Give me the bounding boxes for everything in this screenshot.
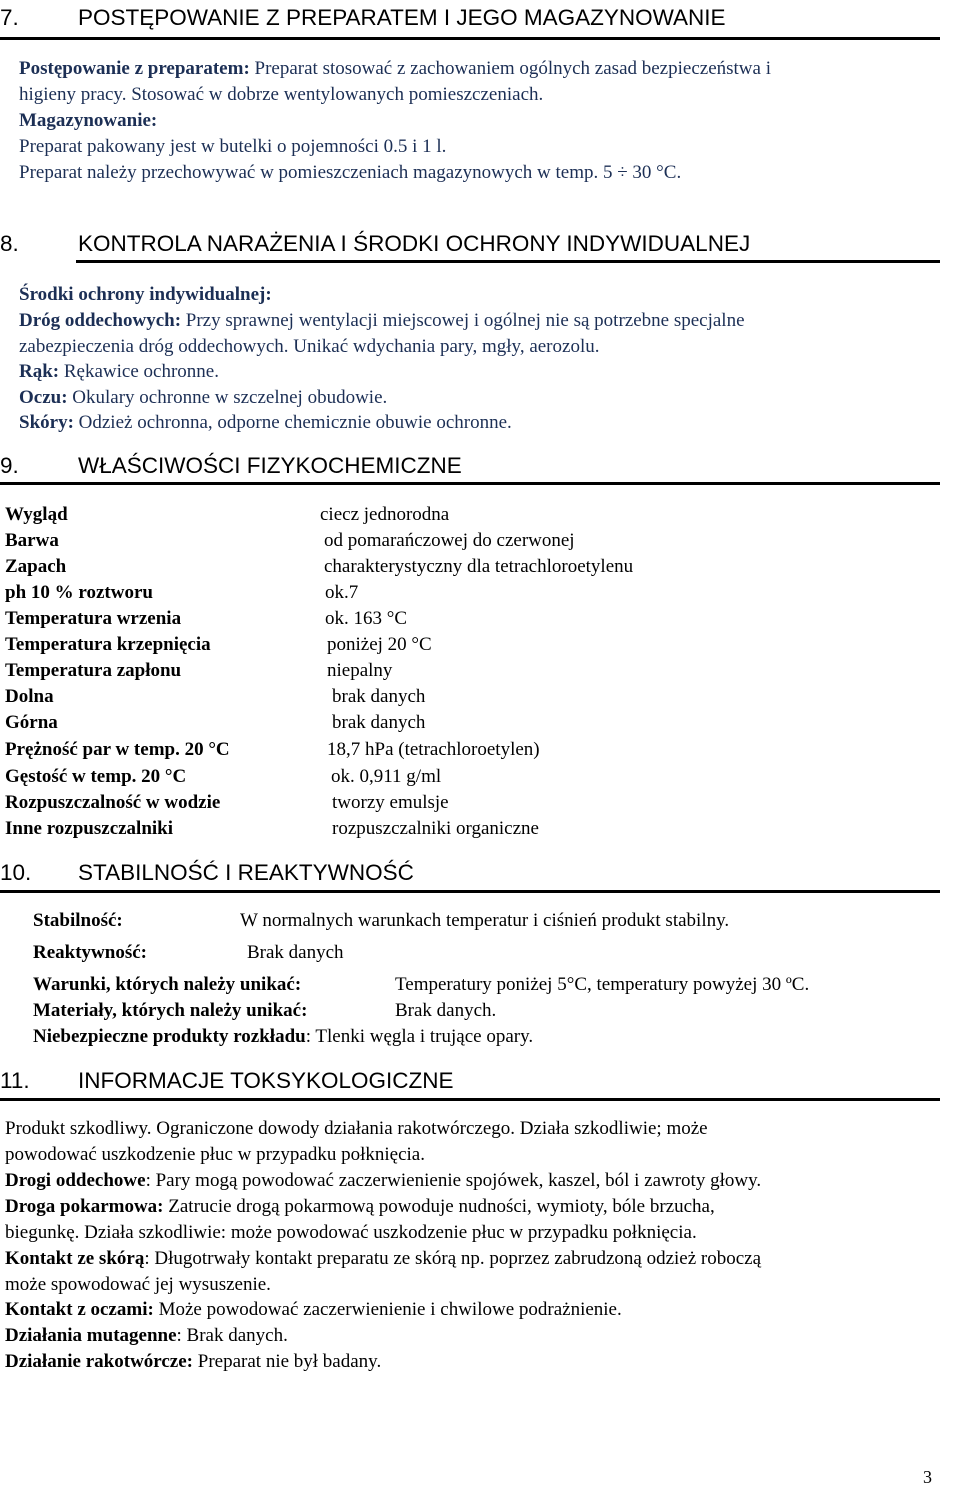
property-value: poniżej 20 °C (327, 634, 432, 655)
handling-label: Postępowanie z preparatem: (19, 58, 250, 79)
tox-carcinogenic-label: Działanie rakotwórcze: (5, 1351, 194, 1372)
section-divider (0, 37, 940, 40)
stability-value: W normalnych warunkach temperatur i ciśnień produkt stabilny. (240, 910, 730, 931)
section-divider (0, 482, 940, 485)
skin-line: Skóry: Odzież ochronna, odporne chemicznie obuwie ochronne. (19, 412, 512, 433)
property-label: Gęstość w temp. 20 °C (5, 766, 187, 787)
tox-respiratory-label: Drogi oddechowe (5, 1170, 146, 1191)
tox-mutagenic-label: Działania mutagenne (5, 1325, 177, 1346)
section-11-heading (0, 1068, 453, 1094)
property-label: Wygląd (5, 504, 68, 525)
property-label: ph 10 % roztworu (5, 582, 153, 603)
section-title: INFORMACJE TOKSYKOLOGICZNE (78, 1068, 454, 1093)
property-label: Inne rozpuszczalniki (5, 818, 174, 839)
tox-skin-line-2: może spowodować jej wysuszenie. (5, 1274, 271, 1295)
hands-label: Rąk: (19, 361, 60, 382)
decomposition-label: Niebezpieczne produkty rozkładu (33, 1026, 306, 1047)
tox-mutagenic-line: Działania mutagenne: Brak danych. (5, 1325, 288, 1346)
handling-line-2: higieny pracy. Stosować w dobrze wentylowanych pomieszczeniach. (19, 84, 544, 105)
property-value: od pomarańczowej do czerwonej (324, 530, 575, 551)
property-value: ok. 0,911 g/ml (331, 766, 442, 787)
page-number: 3 (923, 1467, 932, 1487)
ppe-intro: Środki ochrony indywidualnej: (19, 284, 272, 305)
property-label: Barwa (5, 530, 59, 551)
handling-line-1 (19, 58, 771, 80)
respiratory-label: Dróg oddechowych: (19, 310, 182, 331)
tox-respiratory-line: Drogi oddechowe: Pary mogą powodować zaczerwienienie spojówek, kaszel, ból i zawroty głowy. (5, 1170, 762, 1191)
avoid-conditions-label: Warunki, których należy unikać: (33, 974, 302, 995)
reactivity-label: Reaktywność: (33, 942, 147, 963)
tox-oral-line-2: biegunkę. Działa szkodliwie: może powodować uszkodzenie płuc w przypadku połknięcia. (5, 1222, 697, 1243)
storage-line-2: Preparat należy przechowywać w pomieszczeniach magazynowych w temp. 5 ÷ 30 °C. (19, 162, 682, 183)
property-label: Rozpuszczalność w wodzie (5, 792, 221, 813)
skin-label: Skóry: (19, 412, 74, 433)
section-divider (76, 260, 940, 263)
avoid-conditions-value: Temperatury poniżej 5°C, temperatury powyżej 30 ºC. (395, 974, 810, 995)
section-number: 9. (0, 453, 19, 478)
hands-line: Rąk: Rękawice ochronne. (19, 361, 219, 382)
section-title: POSTĘPOWANIE Z PREPARATEM I JEGO MAGAZYNOWANIE (78, 5, 726, 30)
property-label: Temperatura krzepnięcia (5, 634, 211, 655)
stability-label: Stabilność: (33, 910, 123, 931)
property-label: Temperatura wrzenia (5, 608, 182, 629)
tox-oral-line-1: Droga pokarmowa: Zatrucie drogą pokarmową powoduje nudności, wymioty, bóle brzucha, (5, 1196, 715, 1217)
property-label: Dolna (5, 686, 54, 707)
tox-intro-line-2: powodować uszkodzenie płuc w przypadku połknięcia. (5, 1144, 425, 1165)
property-value: tworzy emulsje (332, 792, 449, 813)
storage-line-1: Preparat pakowany jest w butelki o pojemności 0.5 i 1 l. (19, 136, 447, 157)
section-title: KONTROLA NARAŻENIA I ŚRODKI OCHRONY INDYWIDUALNEJ (78, 231, 751, 256)
property-label: Prężność par w temp. 20 °C (5, 739, 230, 760)
section-9-heading (0, 453, 462, 479)
section-8-heading (0, 231, 750, 257)
property-value: ciecz jednorodna (320, 504, 450, 525)
property-value: ok.7 (325, 582, 359, 603)
eyes-label: Oczu: (19, 387, 68, 408)
tox-eyes-label: Kontakt z oczami: (5, 1299, 154, 1320)
section-divider (0, 890, 940, 893)
handling-text: Preparat stosować z zachowaniem ogólnych zasad bezpieczeństwa i (249, 58, 771, 79)
property-value: brak danych (332, 686, 426, 707)
section-title: WŁAŚCIWOŚCI FIZYKOCHEMICZNE (78, 453, 462, 478)
property-value: brak danych (332, 712, 426, 733)
property-label: Zapach (5, 556, 67, 577)
section-number: 10. (0, 860, 32, 885)
section-10-heading (0, 860, 414, 886)
section-number: 8. (0, 231, 19, 256)
property-label: Temperatura zapłonu (5, 660, 182, 681)
property-label: Górna (5, 712, 58, 733)
avoid-materials-label: Materiały, których należy unikać: (33, 1000, 308, 1021)
section-number: 7. (0, 5, 19, 30)
tox-intro-line-1: Produkt szkodliwy. Ograniczone dowody działania rakotwórczego. Działa szkodliwie; może (5, 1118, 708, 1139)
reactivity-value: Brak danych (247, 942, 344, 963)
tox-eyes-line: Kontakt z oczami: Może powodować zaczerwienienie i chwilowe podrażnienie. (5, 1299, 622, 1320)
section-7-heading (0, 5, 726, 31)
section-divider (0, 1098, 940, 1101)
respiratory-line-2: zabezpieczenia dróg oddechowych. Unikać wdychania pary, mgły, aerozolu. (19, 336, 600, 357)
property-value: rozpuszczalniki organiczne (332, 818, 539, 839)
property-value: niepalny (327, 660, 393, 681)
avoid-materials-value: Brak danych. (395, 1000, 497, 1021)
property-value: ok. 163 °C (325, 608, 408, 629)
section-number: 11. (0, 1068, 30, 1093)
respiratory-line-1: Dróg oddechowych: Przy sprawnej wentylacji miejscowej i ogólnej nie są potrzebne specjalne (19, 310, 745, 331)
tox-oral-label: Droga pokarmowa: (5, 1196, 164, 1217)
eyes-line: Oczu: Okulary ochronne w szczelnej obudowie. (19, 387, 388, 408)
property-value: 18,7 hPa (tetrachloroetylen) (327, 739, 540, 760)
decomposition-line: Niebezpieczne produkty rozkładu: Tlenki węgla i trujące opary. (33, 1026, 534, 1047)
tox-carcinogenic-line: Działanie rakotwórcze: Preparat nie był badany. (5, 1351, 382, 1372)
tox-skin-label: Kontakt ze skórą (5, 1248, 145, 1269)
property-value: charakterystyczny dla tetrachloroetylenu (324, 556, 634, 577)
storage-label: Magazynowanie: (19, 110, 158, 131)
tox-skin-line-1: Kontakt ze skórą: Długotrwały kontakt preparatu ze skórą np. poprzez zabrudzoną odzież roboczą (5, 1248, 762, 1269)
section-title: STABILNOŚĆ I REAKTYWNOŚĆ (78, 860, 414, 885)
